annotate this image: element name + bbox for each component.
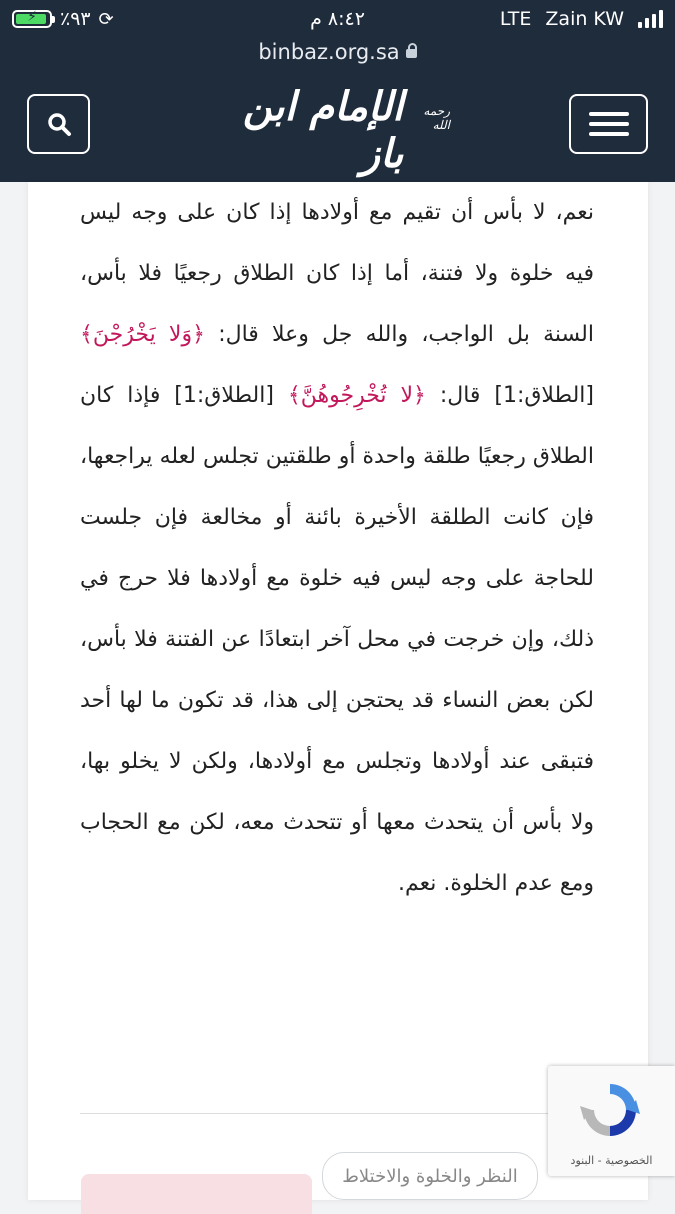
network-type: LTE — [499, 8, 532, 30]
menu-button[interactable] — [569, 94, 648, 154]
article-paragraph — [80, 182, 594, 914]
site-header — [0, 0, 675, 182]
recaptcha-icon — [578, 1078, 642, 1142]
article-body — [80, 182, 594, 914]
article-intro: نعم، لا بأس أن تقيم مع أولادها إذا كان على وجه ليس فيه خلوة ولا فتنة، أما إذا كان الطلاق رجعيًا فلا بأس، السنة بل الواجب، والله جل وعلا قال: — [80, 200, 594, 347]
hamburger-icon — [589, 106, 629, 142]
rotation-lock-icon: ⟳ — [98, 8, 114, 30]
logo-seal: رحمه الله — [423, 104, 450, 132]
clock: ٨:٤٢ م — [310, 8, 365, 30]
status-bar — [0, 8, 675, 34]
charging-icon: ⚡ — [27, 9, 37, 25]
recaptcha-badge[interactable] — [548, 1066, 675, 1176]
url-text: binbaz.org.sa — [258, 40, 400, 64]
signal-icon — [638, 10, 663, 28]
site-logo[interactable] — [210, 83, 450, 177]
divider — [80, 1113, 594, 1114]
verse-ref-1: [الطلاق:1] قال: — [425, 383, 595, 408]
carrier-name: Zain KW — [545, 8, 624, 30]
lock-icon — [406, 49, 417, 58]
status-right — [500, 8, 663, 30]
action-button[interactable] — [81, 1174, 312, 1214]
quran-verse-1[interactable]: ﴿وَلا يَخْرُجْنَ﴾ — [80, 322, 205, 347]
address-bar[interactable] — [0, 40, 675, 64]
logo-text: الإمام ابن باز — [242, 83, 404, 177]
search-icon — [46, 111, 72, 137]
search-button[interactable] — [27, 94, 90, 154]
category-tag[interactable]: النظر والخلوة والاختلاط — [322, 1152, 538, 1200]
quran-verse-2[interactable]: ﴿لا تُخْرِجُوهُنَّ﴾ — [287, 383, 426, 408]
recaptcha-links[interactable]: الخصوصية - البنود — [570, 1154, 653, 1167]
battery-percent: ٪٩٣ — [60, 8, 91, 30]
article-rest: [الطلاق:1] فإذا كان الطلاق رجعيًا طلقة واحدة أو طلقتين تجلس لعله يراجعها، فإن كانت الطلقة الأخيرة بائنة أو مخالعة فإن جلست للحاجة على وجه ليس فيه خلوة مع أولادها فلا حرج في ذلك، وإن خرجت في محل آخر ابتعادًا عن الفتنة فلا بأس، لكن بعض النساء قد يحتجن إلى هذا، قد تكون ما لها أحد فتبقى عند أولادها وتجلس مع أولادها، ولكن لا يخلو بها، ولا بأس أن يتحدث معها أو تتحدث معه، لكن مع الحجاب ومع عدم الخلوة. نعم. — [80, 383, 594, 896]
